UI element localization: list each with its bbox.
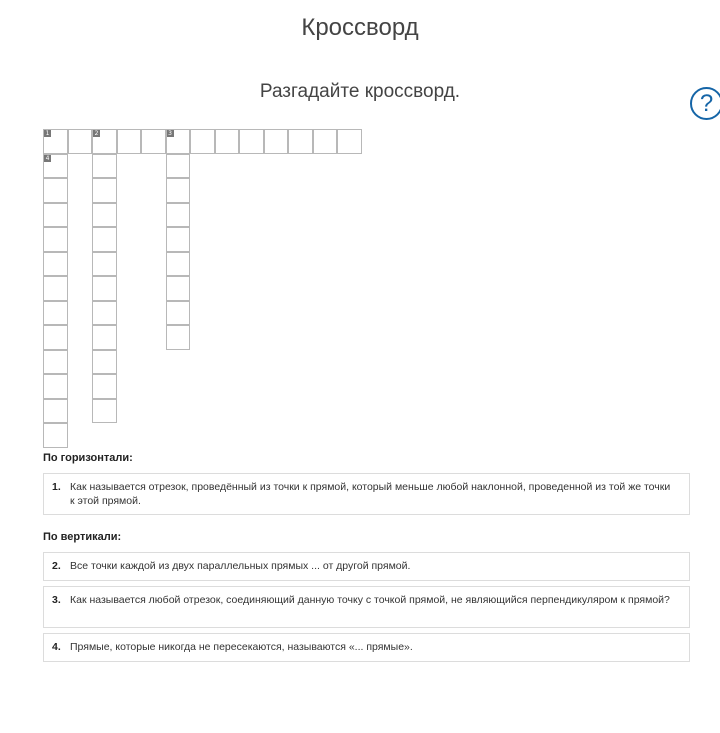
clue-number: 4. <box>52 641 61 653</box>
question-icon: ? <box>699 90 714 117</box>
crossword-cell[interactable] <box>92 203 117 228</box>
crossword-cell[interactable] <box>92 325 117 350</box>
crossword-cell[interactable] <box>43 129 68 154</box>
page-title: Кроссворд <box>301 14 419 41</box>
crossword-cell[interactable] <box>239 129 264 154</box>
clue-item <box>43 552 690 581</box>
crossword-cell[interactable] <box>166 276 191 301</box>
crossword-cell[interactable] <box>166 252 191 277</box>
crossword-cell[interactable] <box>166 154 191 179</box>
clue-text: Прямые, которые никогда не пересекаются, называются «... прямые». <box>70 641 413 653</box>
clue-item <box>43 633 690 662</box>
crossword-cell[interactable] <box>43 301 68 326</box>
crossword-cell[interactable] <box>117 129 142 154</box>
crossword-cell[interactable] <box>92 301 117 326</box>
crossword-cell[interactable] <box>288 129 313 154</box>
crossword-cell[interactable] <box>43 423 68 448</box>
clue-item <box>43 586 690 628</box>
crossword-cell[interactable] <box>166 203 191 228</box>
crossword-cell[interactable] <box>43 227 68 252</box>
crossword-cell[interactable] <box>43 350 68 375</box>
task-subtitle: Разгадайте кроссворд. <box>259 81 461 102</box>
crossword-cell[interactable] <box>337 129 362 154</box>
clue-text: Как называется любой отрезок, соединяющий данную точку с точкой прямой, не являющийся перпендикуляром к прямой? <box>70 594 670 606</box>
crossword-cell[interactable] <box>166 227 191 252</box>
clue-number: 3. <box>52 594 61 606</box>
crossword-cell[interactable] <box>92 129 117 154</box>
crossword-cell[interactable] <box>92 374 117 399</box>
crossword-cell[interactable] <box>92 154 117 179</box>
crossword-cell[interactable] <box>43 178 68 203</box>
crossword-cell[interactable] <box>92 252 117 277</box>
crossword-cell[interactable] <box>166 301 191 326</box>
clue-text: Все точки каждой из двух параллельных прямых ... от другой прямой. <box>70 560 411 572</box>
clue-number: 2. <box>52 560 61 572</box>
clue-item <box>43 473 690 515</box>
crossword-cell[interactable] <box>43 154 68 179</box>
crossword-cell[interactable] <box>43 325 68 350</box>
crossword-cell[interactable] <box>141 129 166 154</box>
crossword-cell[interactable] <box>190 129 215 154</box>
clue-number: 1. <box>52 481 61 493</box>
crossword-cell[interactable] <box>313 129 338 154</box>
crossword-cell[interactable] <box>68 129 93 154</box>
clue-number-marker: 4 <box>45 154 50 162</box>
crossword-cell[interactable] <box>166 325 191 350</box>
crossword-cell[interactable] <box>92 276 117 301</box>
crossword-cell[interactable] <box>166 178 191 203</box>
crossword-cell[interactable] <box>43 276 68 301</box>
clue-number-marker: 3 <box>168 130 172 137</box>
crossword-cell[interactable] <box>92 399 117 424</box>
down-heading: По вертикали: <box>43 531 122 543</box>
crossword-cell[interactable] <box>43 374 68 399</box>
crossword-cell[interactable] <box>92 178 117 203</box>
across-heading: По горизонтали: <box>43 452 133 464</box>
clue-number-marker: 1 <box>45 130 50 137</box>
crossword-cell[interactable] <box>215 129 240 154</box>
crossword-cell[interactable] <box>92 227 117 252</box>
crossword-cell[interactable] <box>43 252 68 277</box>
clue-number-marker: 2 <box>94 130 99 137</box>
crossword-cell[interactable] <box>43 399 68 424</box>
clue-text: Как называется отрезок, проведённый из точки к прямой, который меньше любой наклонной, проведенной из той же точки к этой прямой. <box>70 481 671 507</box>
crossword-cell[interactable] <box>43 203 68 228</box>
crossword-cell[interactable] <box>92 350 117 375</box>
crossword-cell[interactable] <box>264 129 289 154</box>
crossword-cell[interactable] <box>166 129 191 154</box>
